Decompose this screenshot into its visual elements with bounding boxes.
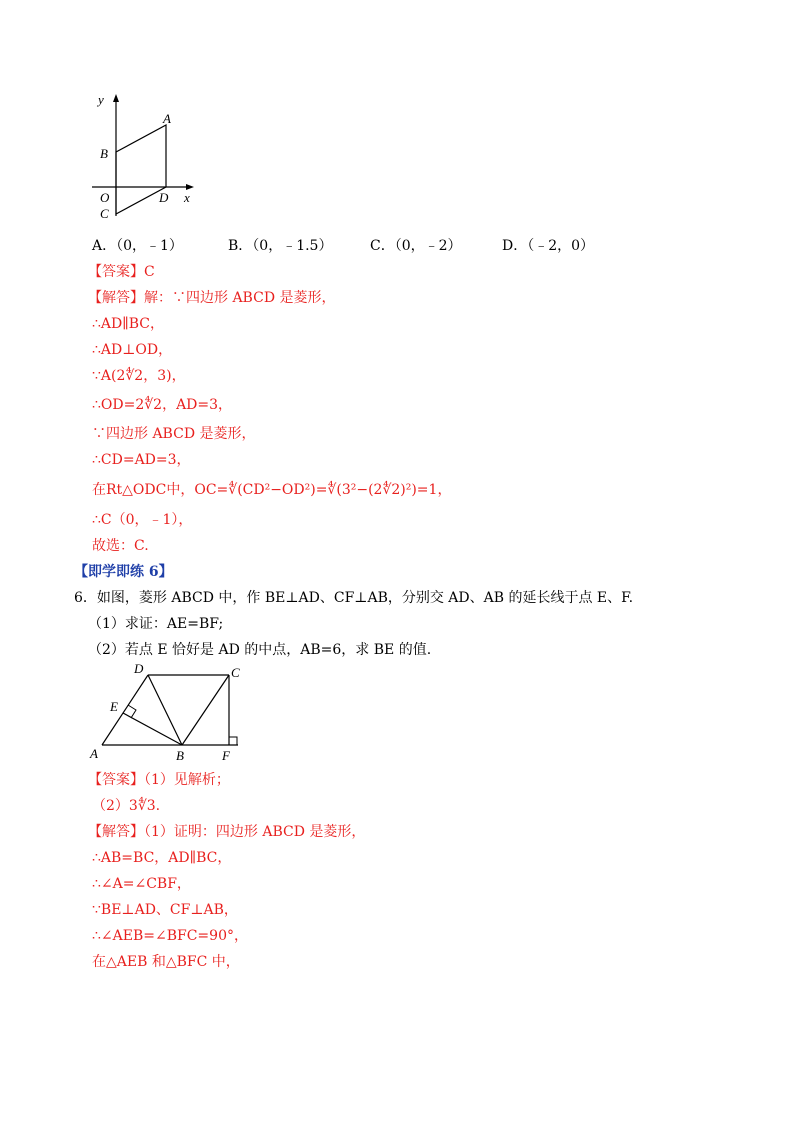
label-x: x: [184, 190, 190, 205]
solution1-line-5: ∴OD=2∜2，AD=3，: [92, 397, 233, 413]
solution6-line-4: ∵BE⊥AD、CF⊥AB，: [92, 902, 238, 918]
segment-ad: [102, 675, 148, 745]
option-b: B．（0，﹣1.5）: [228, 238, 333, 254]
solution1-line-8: 在Rt△ODC中，OC=∜(CD²−OD²)=∜(3²−(2∜2)²)=1，: [92, 482, 452, 498]
right-angle-f: [229, 737, 237, 745]
label-a: A: [163, 111, 171, 126]
section-title: 【即学即练 6】: [74, 564, 173, 580]
segment-bc: [182, 675, 229, 745]
solution1-line-2: ∴AD∥BC，: [92, 316, 164, 332]
label-f2: F: [222, 748, 230, 763]
option-d: D．（﹣2，0）: [502, 238, 595, 254]
solution1-line-3: ∴AD⊥OD，: [92, 342, 173, 358]
label-a2: A: [90, 746, 98, 761]
coordinate-figure: [86, 88, 206, 228]
label-b2: B: [176, 748, 184, 763]
label-d2: D: [134, 661, 144, 676]
solution6-line-3: ∴∠A=∠CBF，: [92, 876, 191, 892]
solution1-line-7: ∴CD=AD=3，: [92, 452, 191, 468]
answer-6-part1: 【答案】（1）见解析；: [88, 772, 230, 788]
problem6-stem: 6．如图，菱形 ABCD 中，作 BE⊥AD、CF⊥AB，分别交 AD、AB 的延长线于点 E、F.: [74, 590, 634, 606]
segment-db: [148, 675, 182, 745]
rhombus-figure: [86, 660, 256, 770]
solution1-line-6: ∵四边形 ABCD 是菱形，: [92, 426, 256, 442]
label-o: O: [100, 190, 110, 205]
solution6-line-5: ∴∠AEB=∠BFC=90°，: [92, 928, 248, 944]
label-c2: C: [231, 665, 240, 680]
label-d: D: [159, 190, 169, 205]
option-a: A．（0，﹣1）: [92, 238, 183, 254]
label-y: y: [98, 92, 104, 107]
label-b: B: [100, 146, 108, 161]
option-c: C．（0，﹣2）: [370, 238, 462, 254]
segment-eb: [123, 713, 182, 745]
answer-6-part2: （2）3∜3.: [92, 798, 161, 814]
problem6-q1: （1）求证：AE=BF;: [88, 616, 224, 632]
solution6-line-1: 【解答】（1）证明：四边形 ABCD 是菱形，: [88, 824, 366, 840]
solution6-line-6: 在△AEB 和△BFC 中，: [92, 954, 240, 970]
y-axis-arrow: [113, 94, 119, 102]
label-e2: E: [110, 699, 118, 714]
answer-1: 【答案】C: [88, 264, 155, 280]
solution1-line-4: ∵A(2∜2，3)，: [92, 368, 186, 384]
solution1-line-1: 【解答】解：∵四边形 ABCD 是菱形，: [88, 290, 336, 306]
solution6-line-2: ∴AB=BC，AD∥BC，: [92, 850, 232, 866]
problem6-q2: （2）若点 E 恰好是 AD 的中点，AB=6，求 BE 的值.: [88, 642, 432, 658]
solution1-line-9: ∴C（0，﹣1），: [92, 512, 193, 528]
solution1-line-10: 故选：C.: [92, 538, 149, 554]
label-c: C: [100, 206, 109, 221]
